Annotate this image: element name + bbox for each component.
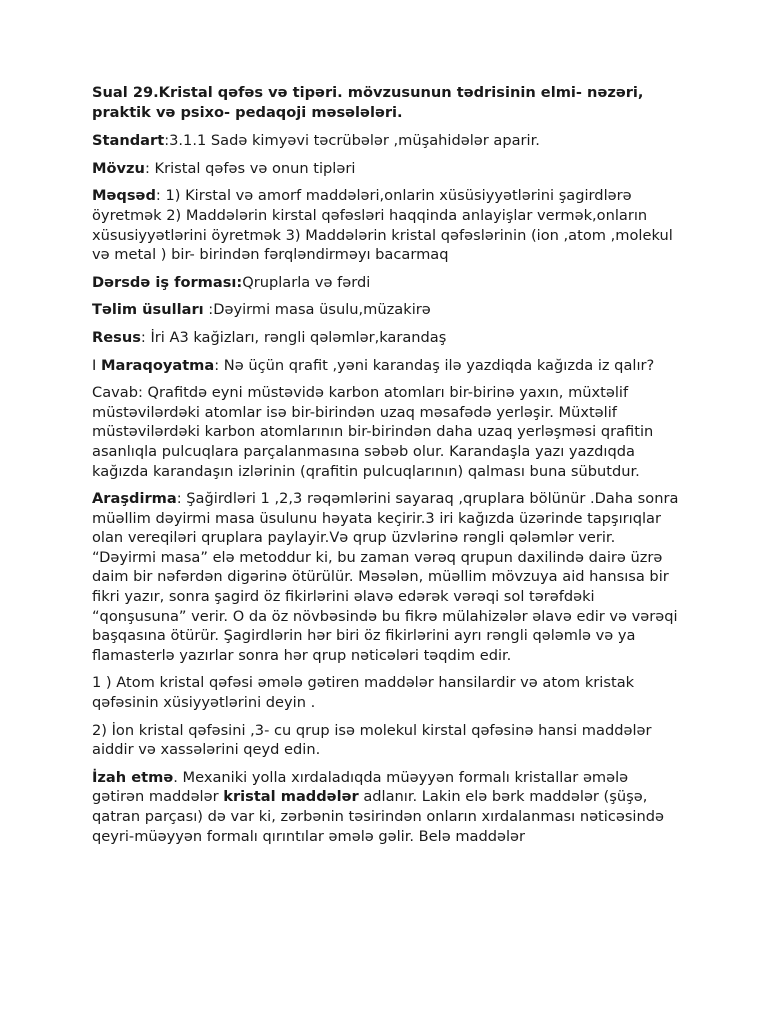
izah-bold-term: kristal maddələr xyxy=(223,788,359,806)
movzu-text: : Kristal qəfəs və onun tipləri xyxy=(144,159,356,177)
cavab-paragraph: Cavab: Qrafitdə eyni müstəvidə karbon atomları bir-birinə yaxın, müxtəlif müstəvilərdəki atomlar isə bir-birindən uzaq məsafədə yerləşir. Müxtəlif müstəvilərdəki karbon atomlarının bir-birindən daha uzaq yerləşməsi qrafitin asanlıqla pulcuqlara parçalanmasına səbəb olur. Karandaşla yazı yazdıqda kağızda karandaşın izlərinin (qrafitin pulcuqlarının) qalması buna sübutdur. xyxy=(92,384,654,480)
resus-text: : İri A3 kağizları, rəngli qələmlər,karandaş xyxy=(140,328,447,346)
telim-line xyxy=(92,300,682,320)
standart-line xyxy=(92,131,682,151)
maraq-paragraph xyxy=(92,356,682,376)
meqsed-label: Məqsəd xyxy=(92,187,156,205)
telim-label: Təlim üsulları xyxy=(92,301,204,319)
is-formasi-line xyxy=(92,273,682,293)
is-formasi-label: Dərsdə iş forması: xyxy=(92,273,243,291)
standart-text: :3.1.1 Sadə kimyəvi təcrübələr ,müşahidələr aparir. xyxy=(164,132,540,150)
izah-text-1: . Mexaniki yolla xırdaladıqda müəyyən formalı kristallar əmələ gətirən maddələr xyxy=(92,768,629,806)
movzu-line xyxy=(92,159,682,179)
movzu-label: Mövzu xyxy=(92,159,145,177)
meqsed-text: : 1) Kirstal və amorf maddələri,onlarin xüsüsiyyətlərini şagirdlərə öyretmək 2) Maddələrin kirstal qəfəsləri haqqinda anlayişlar vermək,onların xüsusiyyətlərini öyretmək 3) Maddələrin kristal qəfəslərinin (ion ,atom ,molekul və metal ) bir- birindən fərqləndirməyı bacarmaq xyxy=(92,187,673,264)
izah-paragraph xyxy=(92,768,682,846)
standart-label: Standart xyxy=(92,132,165,150)
is-formasi-text: Qruplarla və fərdi xyxy=(242,273,371,291)
maraq-text: : Nə üçün qrafit ,yəni karandaş ilə yazdiqda kağızda iz qalır? xyxy=(214,356,655,374)
izah-label: İzah etmə xyxy=(92,768,174,786)
arasdirma-paragraph xyxy=(92,489,682,665)
maraq-label: Maraqoyatma xyxy=(100,356,215,374)
meqsed-paragraph xyxy=(92,186,682,264)
resus-label: Resus xyxy=(92,328,141,346)
question-2: 2) İon kristal qəfəsini ,3- cu qrup isə molekul kirstal qəfəsinə hansi maddələr aiddir və xassələrini qeyd edin. xyxy=(92,721,652,759)
arasdirma-text: : Şağirdləri 1 ,2,3 rəqəmlərini sayaraq ,qruplara bölünür .Daha sonra müəllim dəyirmi masa üsulunu həyata keçirir.3 iri kağızda üzərinde tapşırıqlar olan vereqiləri qruplara paylayir.Və qrup üzvlərinə rəngli qələmlər verir. “Dəyirmi masa” elə metoddur ki, bu zaman vərəq qrupun daxilində dairə üzrə daim bir nəfərdən digərinə ötürülür. Məsələn, müəllim mövzuya aid hansısa bir fikri yazır, sonra şagird öz fikirlərini əlavə edərək vərəqi sol tərəfdəki “qonşusuna” verir. O da öz növbəsində bu fikrə mülahizələr əlavə edir və vərəqi başqasına ötürür. Şagirdlərin hər biri öz fikirlərini ayrı rəngli qələmlə və ya flamasterlə yazırlar sonra hər qrup nəticələri təqdim edir. xyxy=(92,490,679,664)
document-page xyxy=(92,83,682,854)
izah-text-2: adlanır. Lakin elə bərk maddələr (şüşə, qatran parçası) də var ki, zərbənin təsirindən onların xırdalanması nəticəsində qeyri-müəyyən formalı qırıntılar əmələ gəlir. Belə maddələr xyxy=(92,788,664,845)
arasdirma-label: Araşdirma xyxy=(92,490,177,508)
resus-line xyxy=(92,328,682,348)
telim-text: :Dəyirmi masa üsulu,müzakirə xyxy=(203,301,431,319)
maraq-prefix: I xyxy=(92,356,101,374)
document-title: Sual 29.Kristal qəfəs və tipəri. mövzusunun tədrisinin elmi- nəzəri, praktik və psixo- pedaqoji məsələləri. xyxy=(92,84,644,121)
question-1: 1 ) Atom kristal qəfəsi əmələ gətiren maddələr hansilardir və atom kristak qəfəsinin xüsiyyətlərini deyin . xyxy=(92,674,635,712)
